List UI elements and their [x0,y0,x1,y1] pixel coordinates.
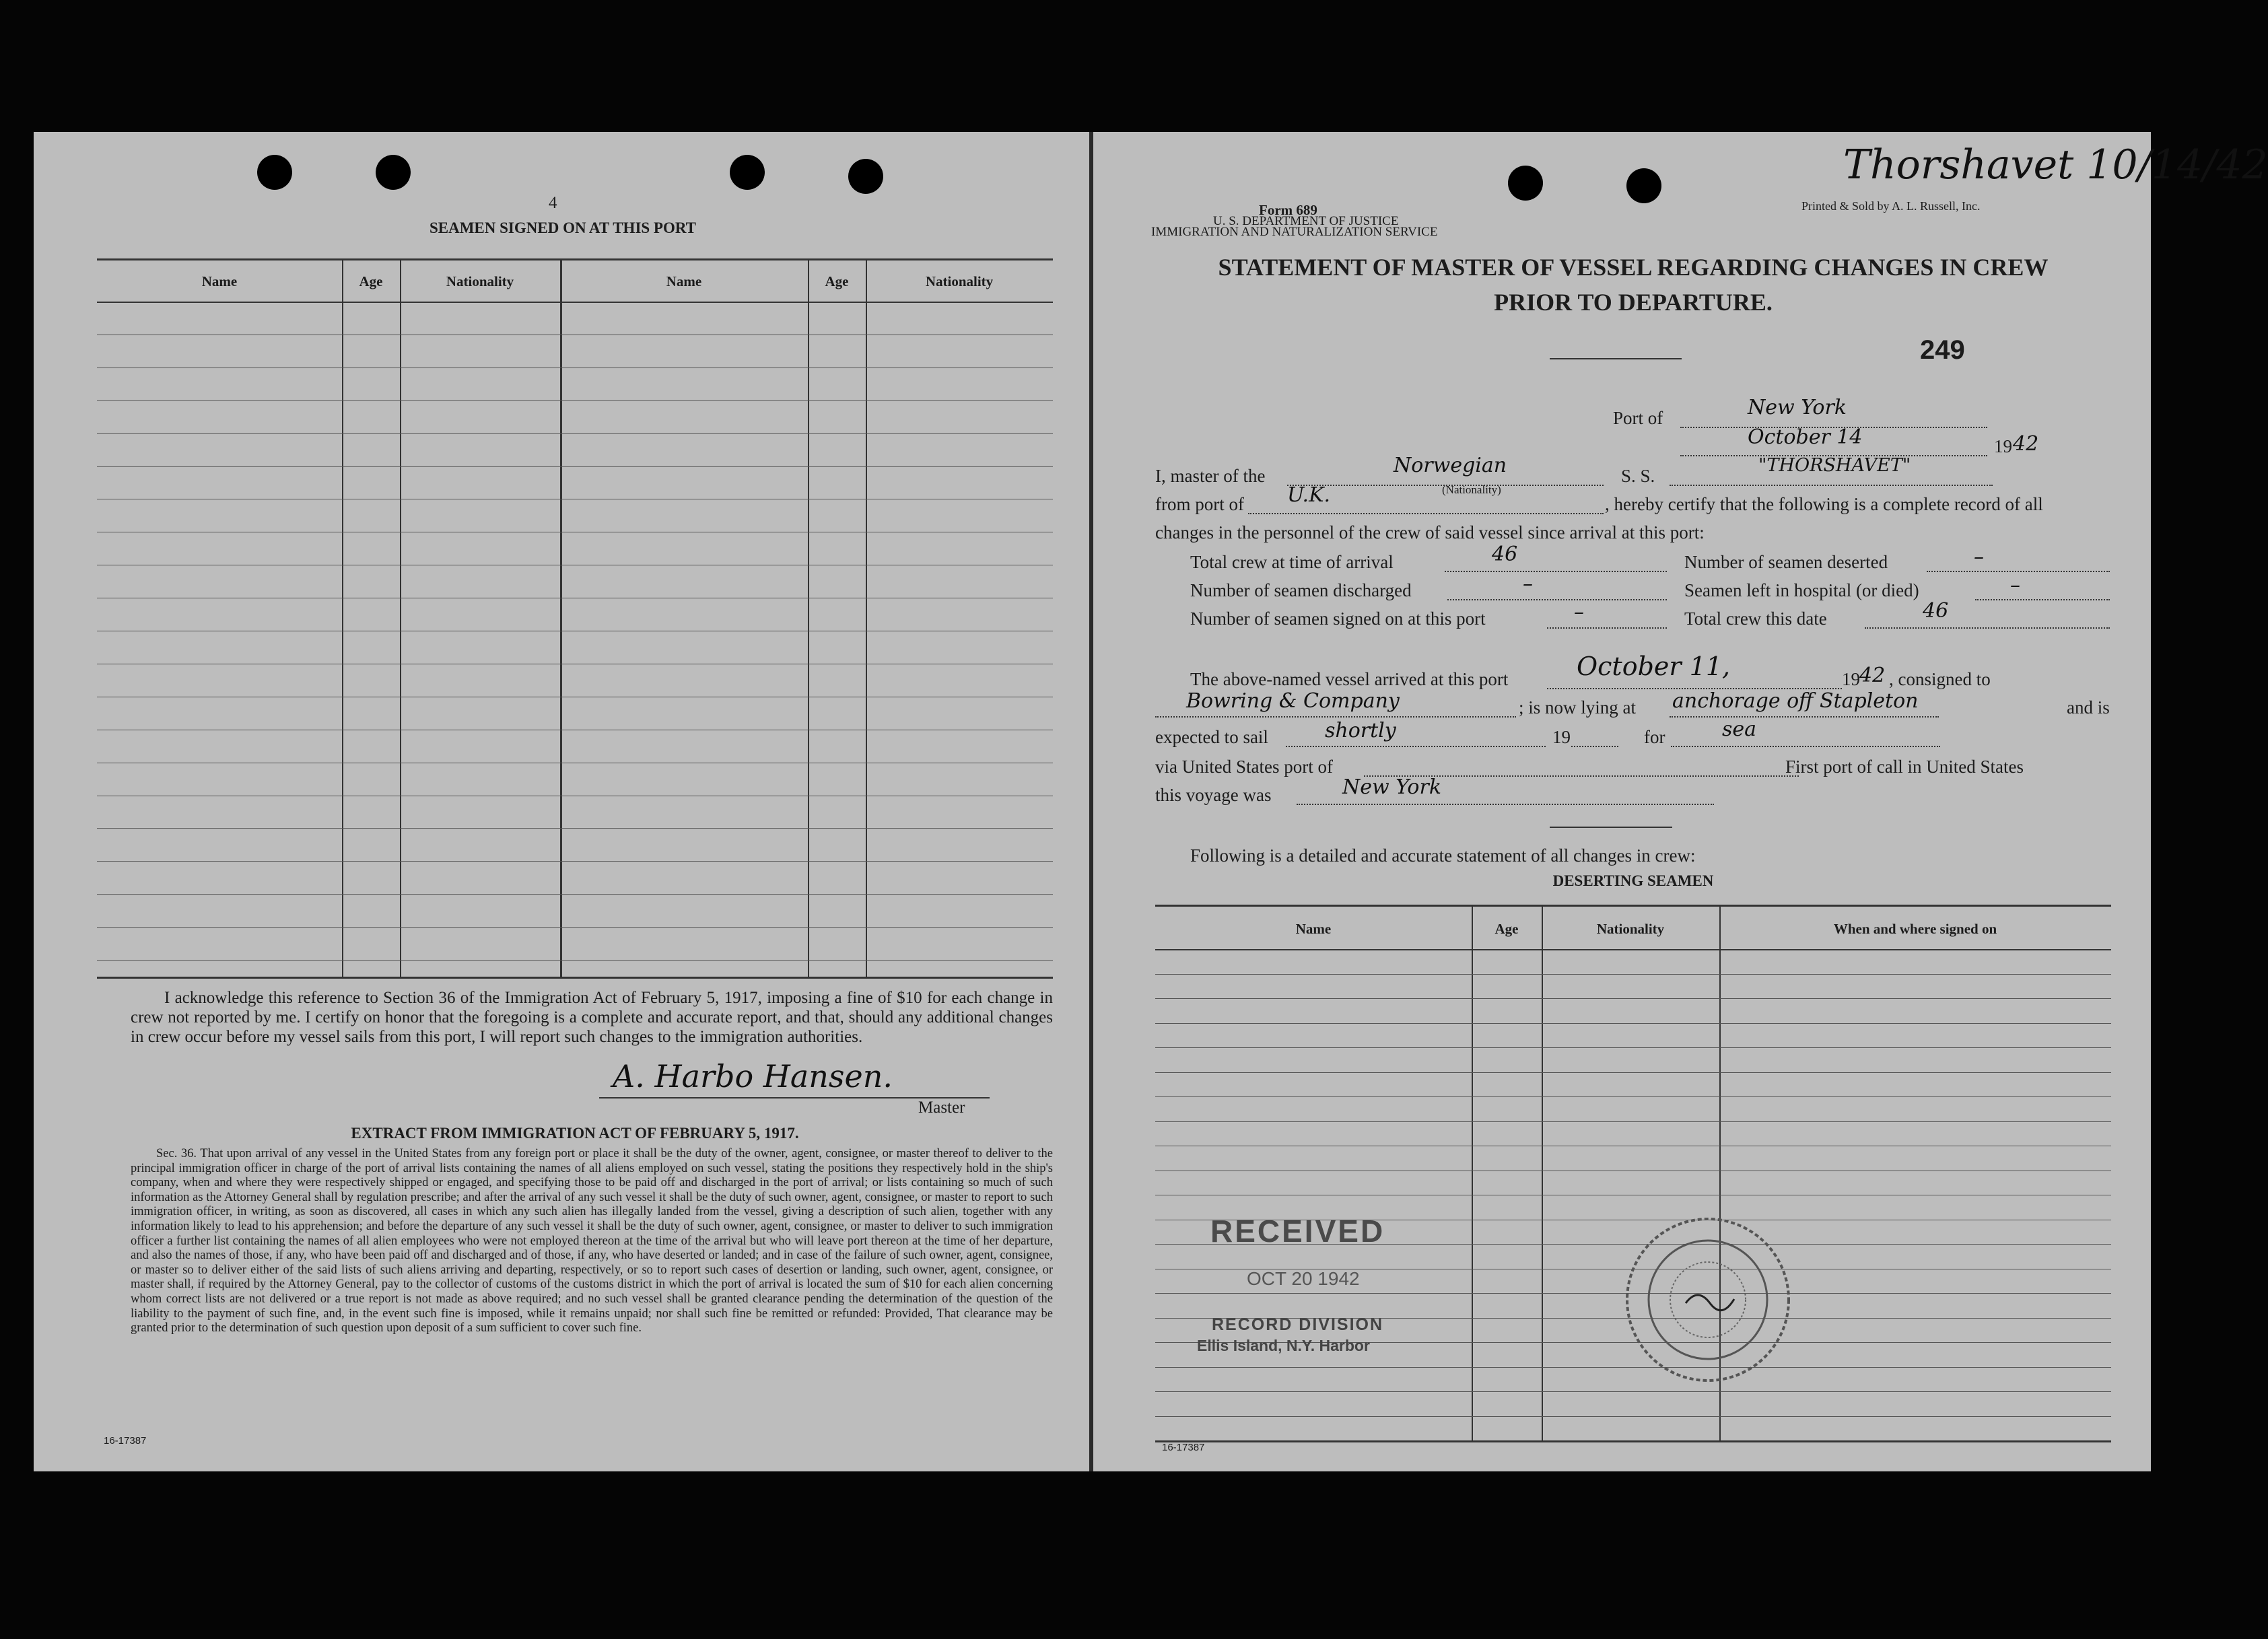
consigned-label: , consigned to [1889,669,1991,689]
right-form-code: 16-17387 [1162,1442,1205,1453]
certify-text-2: changes in the personnel of the crew of said vessel since arrival at this port: [1155,522,1705,543]
stamp-location: Ellis Island, N.Y. Harbor [1197,1337,1370,1354]
table-row [1155,1072,2111,1073]
hospital-value: – [2010,573,2020,597]
voyage-value: New York [1342,775,1441,799]
form-title-line-1: STATEMENT OF MASTER OF VESSEL REGARDING CHANGES IN CREW [1218,254,2049,281]
master-label: Master [918,1099,965,1117]
total-crew-date-label: Total crew this date [1684,608,1827,629]
stamp-received: RECEIVED [1210,1214,1385,1249]
hospital-label: Seamen left in hospital (or died) [1684,580,1919,600]
table-row [1155,1416,2111,1417]
table-row [97,960,1053,961]
table-row [1155,1096,2111,1097]
page-number: 4 [549,194,557,212]
from-port-value: U.K. [1287,483,1331,507]
total-crew-arrival-label: Total crew at time of arrival [1190,552,1394,572]
table-row [97,466,1053,467]
printer-credit: Printed & Sold by A. L. Russell, Inc. [1801,199,1981,213]
total-crew-arrival-value: 46 [1492,543,1518,566]
serial-number: 249 [1920,335,1965,365]
form-title-line-2: PRIOR TO DEPARTURE. [1494,289,1773,316]
form-number: Form 689 [1259,202,1317,218]
master-of-label: I, master of the [1155,466,1266,486]
master-signature: A. Harbo Hansen. [613,1058,893,1094]
deserted-label: Number of seamen deserted [1684,552,1888,572]
punch-hole [730,155,765,190]
deserted-value: – [1974,545,1984,569]
nationality-caption: (Nationality) [1442,483,1501,496]
left-form-code: 16-17387 [104,1435,147,1446]
arrived-year-prefix: 19 [1842,669,1860,689]
table-row [1155,1047,2111,1048]
lying-label: ; is now lying at [1519,697,1636,718]
table-row [97,927,1053,928]
desert-col-name: Name [1295,921,1332,937]
consignee-value: Bowring & Company [1186,689,1400,713]
discharged-label: Number of seamen discharged [1190,580,1412,600]
desert-col-signed-on: When and where signed on [1833,921,1997,937]
date-value: October 14 [1748,425,1863,449]
ss-label: S. S. [1621,466,1655,486]
punch-hole [1508,166,1543,201]
table-row [97,861,1053,862]
certify-text-1: , hereby certify that the following is a complete record of all [1605,494,2043,514]
stamp-date: OCT 20 1942 [1247,1268,1360,1289]
following-text: Following is a detailed and accurate statement of all changes in crew: [1190,845,1696,866]
total-crew-date-value: 46 [1923,599,1949,623]
signed-on-value: – [1574,600,1584,624]
table-row [97,828,1053,829]
lying-value: anchorage off Stapleton [1672,689,1919,713]
department-name: U. S. DEPARTMENT OF JUSTICE [1213,214,1399,228]
for-value: sea [1722,718,1757,741]
nationality-value: Norwegian [1394,454,1507,477]
circular-seal-icon [1610,1202,1806,1397]
desert-col-nationality: Nationality [1596,921,1665,937]
col-header-age: Age [359,273,383,289]
arrived-year-suffix: 42 [1859,664,1886,687]
port-label: Port of [1613,408,1663,428]
col-header-name-2: Name [666,273,702,289]
table-row [1155,1121,2111,1122]
discharged-value: – [1523,572,1533,596]
for-label: for [1644,727,1665,747]
arrived-date: October 11, [1577,652,1731,681]
service-name: IMMIGRATION AND NATURALIZATION SERVICE [1151,225,1438,239]
year-suffix: 42 [2013,432,2039,456]
acknowledgment-text: I acknowledge this reference to Section 36 of the Immigration Act of February 5, 1917, imposing a fine of $10 for each change in crew not reported by me. I certify on honor that the foregoing is a complete and accurate report, and that, should any additional changes in crew occur before my vessel sails from this port, I will report such changes to the immigration authorities. [131,989,1053,1046]
extract-text: Sec. 36. That upon arrival of any vessel in the United States from any foreign port or place it shall be the duty of the owner, agent, consignee, or master thereof to deliver to the principal immigration officer in charge of the port of arrival lists containing the names of all aliens employed on such vessel, stating the positions they respectively hold in the ship's company, when and where they were respectively shipped or engaged, and specifying those to be paid off and discharged in the port of arrival; or lists containing so much of such information as the Attorney General shall by regulation prescribe; and after the arrival of any such vessel it shall be the duty of such owner, agent, consignee, or master to report to such immigration officer, in writing, as soon as discovered, all cases in which any such alien has illegally landed from the vessel, giving a description of such alien, together with any information likely to lead to his apprehension; and before the departure of any such vessel it shall be the duty of such owner, agent, consignee, or master to deliver to such immigration officer a further list containing the names of all alien employees who were not employed thereon at the time of the arrival but who will leave port thereon at the time of her departure, and also the names of those, if any, who have been paid off and discharged and of those, if any, who have deserted or landed; and in case of the failure of such owner, agent, consignee, or master so to deliver either of the said lists of such aliens arriving and departing, respectively, or so to report such cases of desertion or landing, such owner, agent, consignee, or master shall, if required by the Attorney General, pay to the collector of customs of the customs district in which the port of arrival is located the sum of $10 for each alien concerning whom correct lists are not delivered or a true report is not made as above required; and no such vessel shall be granted clearance pending the determination of the question of the liability to the payment of such fine, and, in the event such fine is imposed, while it remains unpaid; nor shall such fine be remitted or refunded: Provided, That clearance may be granted prior to the determination of such question upon deposit of a sum sufficient to cover such fine. [131,1147,1053,1335]
handwritten-ship-note: Thorshavet 10/14/42 [1843,141,2268,188]
col-header-nationality-2: Nationality [925,273,994,289]
deserting-seamen-title: DESERTING SEAMEN [1552,872,1714,889]
expected-sail-value: shortly [1325,719,1396,742]
via-port-label: via United States port of [1155,757,1333,777]
punch-hole [257,155,292,190]
col-header-nationality: Nationality [446,273,514,289]
punch-hole [848,159,883,194]
col-header-age-2: Age [825,273,849,289]
table-row [1155,998,2111,999]
port-value: New York [1748,396,1847,419]
from-port-label: from port of [1155,494,1244,514]
signed-on-label: Number of seamen signed on at this port [1190,608,1486,629]
voyage-label: this voyage was [1155,785,1272,805]
left-page [34,132,1092,1471]
table-row [1155,1023,2111,1024]
first-port-label: First port of call in United States [1785,757,2024,777]
arrived-label: The above-named vessel arrived at this port [1190,669,1509,689]
stamp-division: RECORD DIVISION [1212,1315,1384,1334]
left-page-title: SEAMEN SIGNED ON AT THIS PORT [429,219,697,236]
desert-col-age: Age [1494,921,1519,937]
table-row [97,400,1053,401]
right-page [1092,132,2268,1471]
ship-name: "THORSHAVET" [1758,455,1911,476]
expected-year-prefix: 19 [1552,727,1571,747]
table-row [97,433,1053,434]
table-row [1155,974,2111,975]
page-fold [1089,132,1093,1471]
table-row [97,894,1053,895]
punch-hole [1626,168,1661,203]
expected-sail-label: expected to sail [1155,727,1268,747]
col-header-name: Name [201,273,238,289]
extract-title: EXTRACT FROM IMMIGRATION ACT OF FEBRUARY 5, 1917. [351,1125,799,1142]
punch-hole [376,155,411,190]
and-is-label: and is [2067,697,2110,718]
year-prefix: 19 [1994,436,2012,456]
